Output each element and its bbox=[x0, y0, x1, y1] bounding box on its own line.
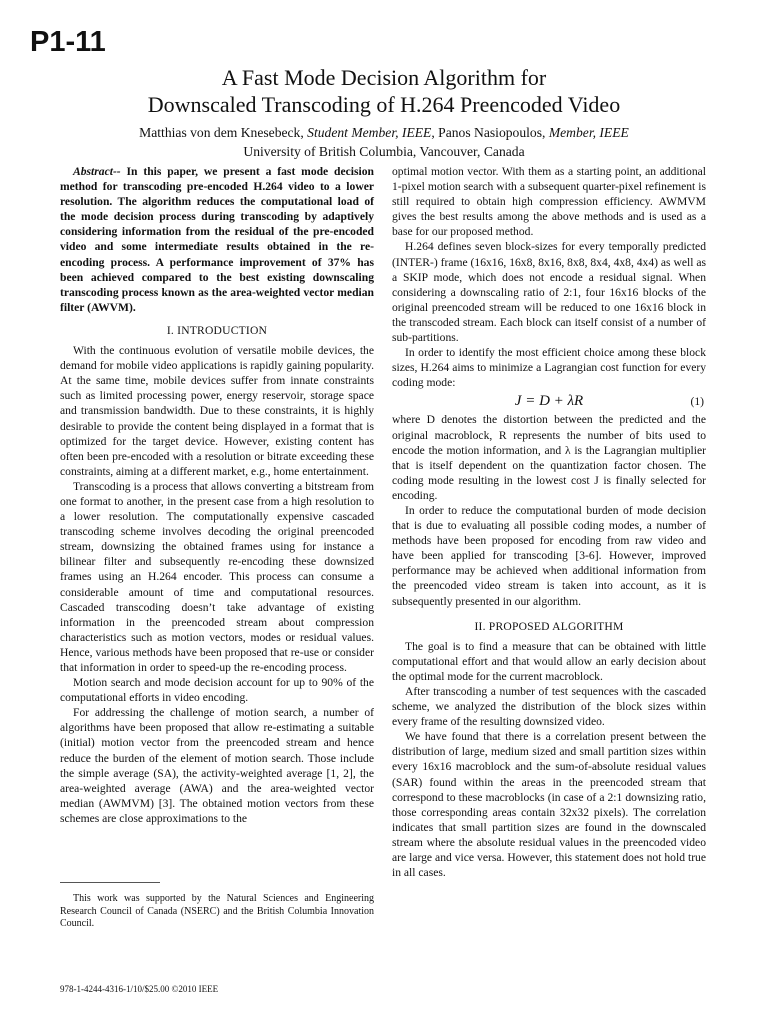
copyright-footer: 978-1-4244-4316-1/10/$25.00 ©2010 IEEE bbox=[60, 984, 219, 994]
footnote bbox=[60, 893, 374, 931]
author-name: , Panos Nasiopoulos, bbox=[431, 125, 546, 140]
paragraph: With the continuous evolution of versatile mobile devices, the demand for mobile video applications is rapidly gaining popularity. At the same time, mobile devices suffer from innate constraints such as limited processing power, energy reservoir, storage space and transmission bandwidth. Due to these constraints, it is highly desirable to provide the content being displayed in a format that is optimized for the target device. However, existing content has often been pre-encoded with a resolution or bitrate exceeding these constraints, aiming at a different market, e.g., home entertainment. bbox=[60, 344, 374, 478]
equation-number: (1) bbox=[690, 395, 704, 409]
paper-id: P1-11 bbox=[30, 26, 106, 58]
section-heading-text: II. PROPOSED ALGORITHM bbox=[474, 619, 624, 633]
title-line: Downscaled Transcoding of H.264 Preencoded Video bbox=[147, 92, 621, 117]
affiliation: University of British Columbia, Vancouver, Canada bbox=[243, 144, 525, 159]
author-block bbox=[0, 123, 768, 161]
footnote-rule bbox=[60, 882, 160, 883]
paragraph: In order to identify the most efficient choice among these block sizes, H.264 aims to minimize a Lagrangian cost function for every coding mode: bbox=[392, 346, 706, 390]
author-role: Student Member, IEEE bbox=[307, 125, 432, 140]
equation-body: J = D + λR bbox=[514, 393, 584, 410]
section-heading-introduction bbox=[60, 323, 374, 338]
paragraph: where D denotes the distortion between the predicted and the original macroblock, R represents the number of bits used to encode the motion information, and λ is the Lagrangian multiplier that is itself dependent on the quantization factor chosen. The coding mode resulting in the lowest cost J is finally selected for encoding. bbox=[392, 413, 706, 502]
abstract-text: In this paper, we present a fast mode decision method for transcoding pre-encoded H.264 video to a lower resolution. The algorithm reduces the computational load of the mode decision process during transcoding by adaptively considering information from the residual of the pre-encoded video and some intermediate results obtained in the re-encoding process. A performance improvement of 37% has been achieved compared to the best existing downscaling transcoding process known as the area-weighted vector median filter (AWVM). bbox=[60, 165, 374, 314]
title-line: A Fast Mode Decision Algorithm for bbox=[221, 65, 547, 90]
paragraph: Transcoding is a process that allows converting a bitstream from one format to another, in the present case from a high resolution to a lower resolution. The computationally expensive cascaded transcoding scheme involves decoding the original preencoded stream, downsizing the obtained frames using for instance a bilinear filter and subsequently re-encoding these downsized frames using an H.264 encoder. This process can consume a considerable amount of time and computational resources. Cascaded transcoding doesn’t take advantage of existing information in the preencoded stream about compression characteristics such as motion vectors, modes or residual values. Hence, various methods have been proposed that re-use or consider that information in order to speed-up the re-encoding process. bbox=[60, 479, 374, 674]
equation-1 bbox=[392, 390, 706, 412]
author-line bbox=[0, 123, 768, 142]
left-column bbox=[60, 164, 374, 826]
paper-title bbox=[0, 64, 768, 118]
paragraph: Motion search and mode decision account for up to 90% of the computational efforts in video encoding. bbox=[60, 676, 374, 705]
paragraph: H.264 defines seven block-sizes for every temporally predicted (INTER-) frame (16x16, 16x8, 8x16, 8x8, 8x4, 4x8, 4x4) as well as a SKIP mode, which does not encode a residual signal. When considering a downscaling ratio of 2:1, four 16x16 blocks of the original preencoded stream will be reduced to one 16x16 block in the transcoded stream. Each block can itself consist of a number of sub-partitions. bbox=[392, 240, 706, 345]
paragraph: The goal is to find a measure that can be obtained with little computational effort and that would allow an early decision about the optimal mode for the current macroblock. bbox=[392, 639, 706, 683]
section-heading-proposed-algorithm bbox=[392, 619, 706, 634]
paragraph: After transcoding a number of test sequences with the cascaded scheme, we analyzed the distribution of the block sizes within every frame of the resulting downsized video. bbox=[392, 685, 706, 729]
author-name: Matthias von dem Knesebeck, bbox=[139, 125, 304, 140]
paragraph: We have found that there is a correlation present between the distribution of large, medium sized and small partition sizes within every 16x16 macroblock and the sum-of-absolute residual values (SAR) found within the areas in the preencoded stream that correspond to these macroblocks (in case of a 2:1 downsizing ratio, those corresponding areas contain 32x32 pixels). The correlation indicates that small partition sizes are found in the downscaled stream where the absolute residual values in the preencoded video are large and vice versa. However, this statement does not hold true in all cases. bbox=[392, 730, 706, 880]
paragraph: In order to reduce the computational burden of mode decision that is due to evaluating all possible coding modes, a number of methods have been proposed for encoding from raw video and have been applied for transcoding [3-6]. However, improved performance may be achieved when additional information from the preencoded video stream is taken into account, as it is subsequently presented in our algorithm. bbox=[392, 503, 706, 608]
abstract bbox=[60, 164, 374, 315]
abstract-label: Abstract-- bbox=[73, 165, 121, 178]
right-column bbox=[392, 164, 706, 880]
footnote-text: This work was supported by the Natural Sciences and Engineering Research Council of Canada (NSERC) and the British Columbia Innovation Council. bbox=[60, 893, 374, 929]
paragraph: For addressing the challenge of motion search, a number of algorithms have been proposed that allow re-estimating a suitable (initial) motion vector from the preencoded stream and hence reduce the burden of the element of motion search. Those include the simple average (SA), the activity-weighted average [1, 2], the area-weighted average (AWA) and the area-weighted vector median (AWMVM) [3]. The obtained motion vectors from these schemes are close approximations to the bbox=[60, 706, 374, 825]
author-role: Member, IEEE bbox=[548, 125, 629, 140]
paragraph: optimal motion vector. With them as a starting point, an additional 1-pixel motion search with a subsequent quarter-pixel refinement is still required to obtain high compression efficiency. AWMVM gives the best results among the above methods and is used as a base for our proposed method. bbox=[392, 165, 706, 239]
section-heading-text: I. INTRODUCTION bbox=[166, 323, 268, 337]
